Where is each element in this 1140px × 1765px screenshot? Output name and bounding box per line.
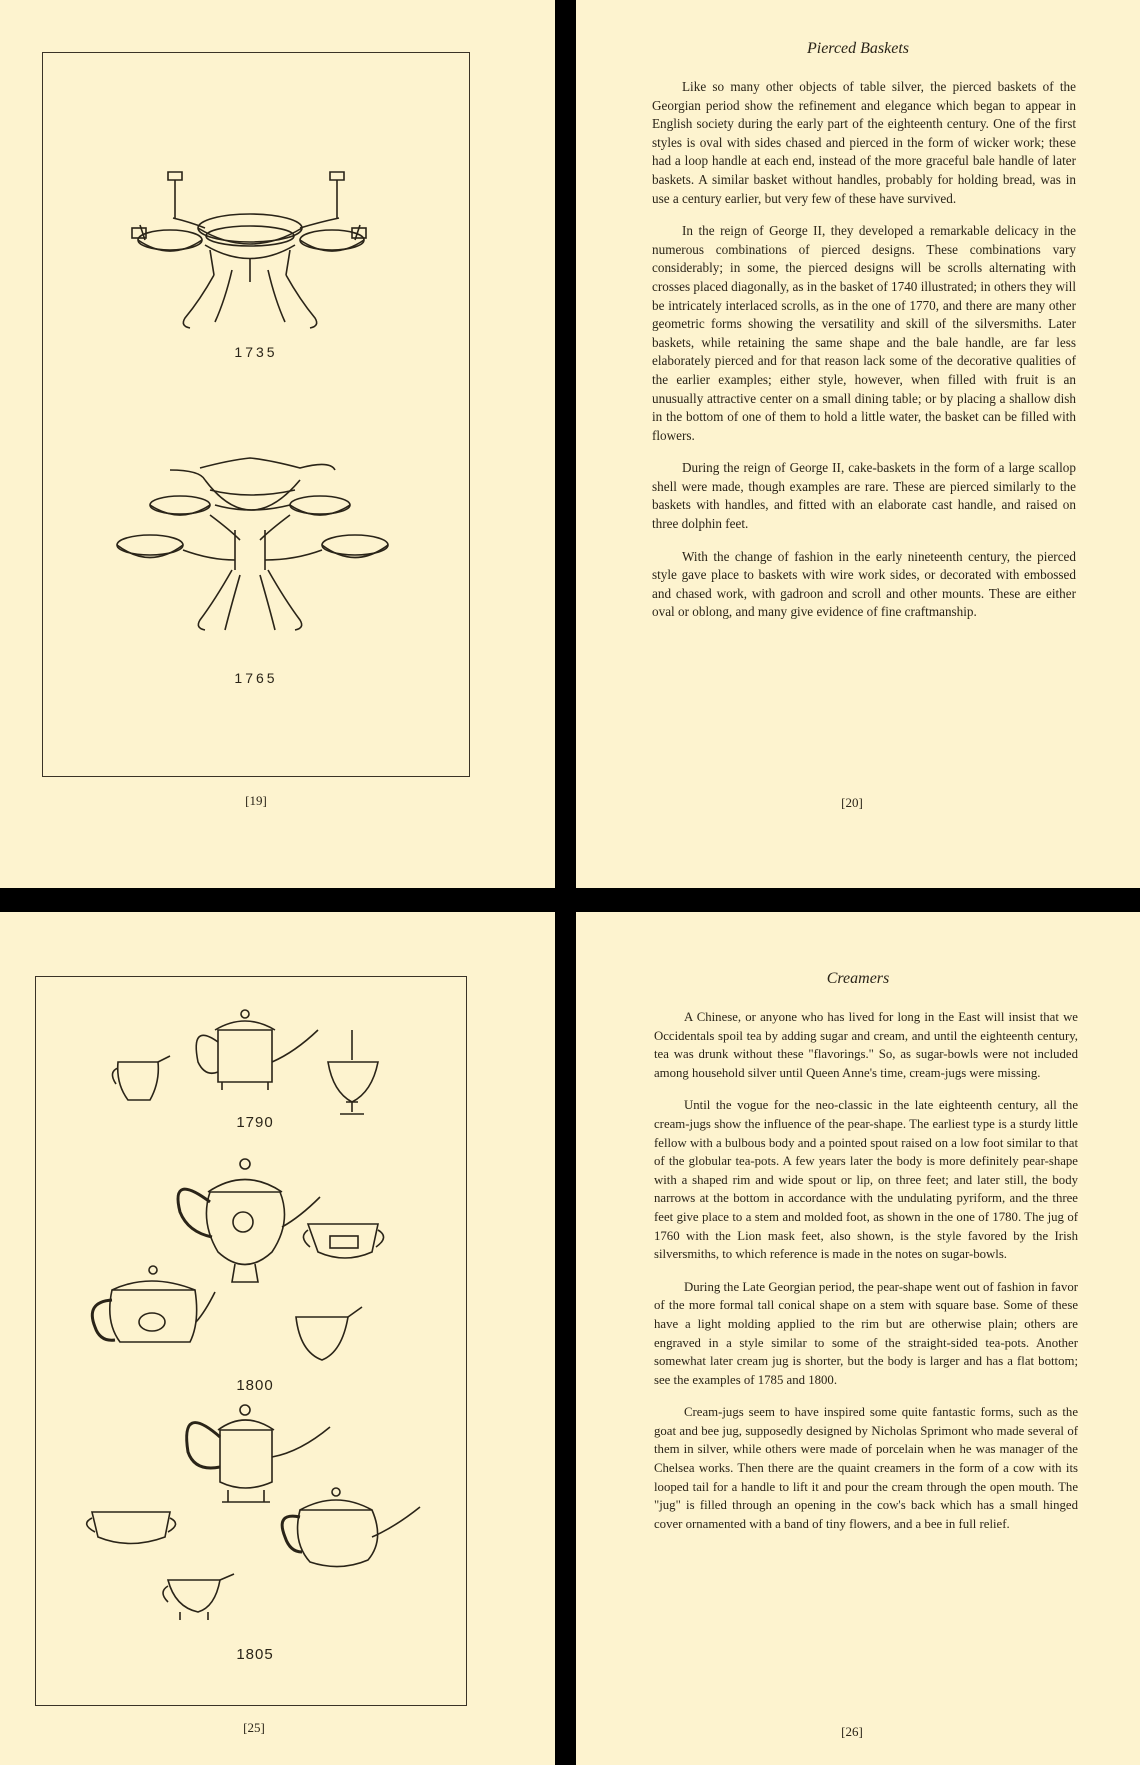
tea-set-1800-drawing <box>92 1159 383 1360</box>
paragraph: Cream-jugs seem to have inspired some quite fantastic forms, such as the goat and bee jug, supposedly designed by Nicholas Sprimont who made several of them in silver, while others were made of porcelain when he was manager of the Chelsea works. Then there are the quaint creamers in the form of a cow with its looped tail for a handle to lift it and pour the cream through the open mouth. The "jug" is filled through an opening in the cow's back which has a small hinged cover ornamented with a band of tiny flowers, and a bee in full relief. <box>654 1405 1078 1531</box>
body-text <box>654 1008 1078 1547</box>
page-20 <box>576 0 1140 888</box>
page-number: [26] <box>841 1724 863 1739</box>
paragraph: During the Late Georgian period, the pear-shape went out of fashion in favor of the more formal tall conical shape on a stem with square base. Some of these have a light molding applied to the rim but are otherwise plain; others are engraved in a style similar to some of the straight-sided tea-pots. Another somewhat later cream jug is shorter, but the body is larger and has a flat bottom; see the examples of 1785 and 1800. <box>654 1279 1078 1387</box>
paragraph: Until the vogue for the neo-classic in the late eighteenth century, all the cream-jugs show the influence of the pear-shape. The earliest type is a sturdy little fellow with a bulbous body and a pointed spout raised on a low foot similar to that of the globular tea-pots. A few years later the body is more definitely pear-shape with a shaped rim and wide spout or lip, on three feet; and later still, the body narrows at the bottom in accordance with the undulating pyriform, and the three feet give place to a stem and molded foot, as shown in the one of 1780. The jug of 1760 with the Lion mask feet, also shown, is the style favored by the Irish silversmiths, to which reference is made in the notes on sugar-bowls. <box>654 1098 1078 1262</box>
epergne-illustrations <box>0 0 555 888</box>
page-25 <box>0 912 555 1765</box>
tea-set-1805-drawing <box>87 1405 420 1620</box>
tea-service-illustrations <box>0 912 555 1765</box>
year-label-1800: 1800 <box>236 1377 274 1394</box>
tea-set-1790-drawing <box>112 1010 378 1114</box>
page-19 <box>0 0 555 888</box>
paragraph: During the reign of George II, cake-baskets in the form of a large scallop shell were made, though examples are rare. These are pierced similarly to the baskets with handles, and fitted with an elaborate cast handle, and raised on three dolphin feet. <box>652 460 1076 532</box>
epergne-1735-drawing <box>132 172 366 328</box>
body-text <box>652 78 1076 636</box>
paragraph: In the reign of George II, they developed a remarkable delicacy in the numerous combinations of pierced designs. These combinations vary considerably; in some, the pierced designs will be scrolls alternating with crosses placed diagonally, as in the basket of 1740 illustrated; in others they will be intricately interlaced scrolls, as in the one of 1770, and there are many other geometric forms showing the versatility and skill of the silversmiths. Later baskets, while retaining the same shape and the bale handle, are far less elaborately pierced and for that reason lack some of the decorative qualities of the earlier examples; either style, however, when filled with fruit is an unusually attractive center on a small dining table; or by placing a shallow dish in the bottom of one of them to hold a little water, the basket can be filled with flowers. <box>652 223 1076 443</box>
page-number: [25] <box>243 1720 265 1735</box>
page-number: [19] <box>245 793 267 808</box>
year-label-1805: 1805 <box>236 1646 274 1663</box>
paragraph: Like so many other objects of table silver, the pierced baskets of the Georgian period show the refinement and elegance which began to appear in English society during the early part of the eighteenth century. One of the first styles is oval with sides chased and pierced in the form of wicker work; these had a loop handle at each end, instead of the more graceful bale handle of later baskets. A similar basket without handles, probably for holding bread, was in use a century earlier, but very few of these have survived. <box>652 79 1076 206</box>
page-26 <box>576 912 1140 1765</box>
chapter-title: Pierced Baskets <box>806 40 910 57</box>
year-label-1790: 1790 <box>236 1114 274 1131</box>
year-label-1765: 1765 <box>234 670 278 686</box>
epergne-1765-drawing <box>117 458 388 630</box>
page-number: [20] <box>841 795 863 810</box>
paragraph: A Chinese, or anyone who has lived for long in the East will insist that we Occidentals spoil tea by adding sugar and cream, and until the eighteenth century, tea was drunk without these "flavorings." So, as sugar-bowls were not included among household silver until Queen Anne's time, cream-jugs were missing. <box>654 1010 1078 1080</box>
paragraph: With the change of fashion in the early nineteenth century, the pierced style gave place to baskets with wire work sides, or decorated with embossed and chased work, with gadroon and scroll and other mounts. These are either oval or oblong, and many give evidence of fine craftmanship. <box>652 548 1076 620</box>
chapter-title: Creamers <box>826 970 890 987</box>
year-label-1735: 1735 <box>234 344 278 360</box>
